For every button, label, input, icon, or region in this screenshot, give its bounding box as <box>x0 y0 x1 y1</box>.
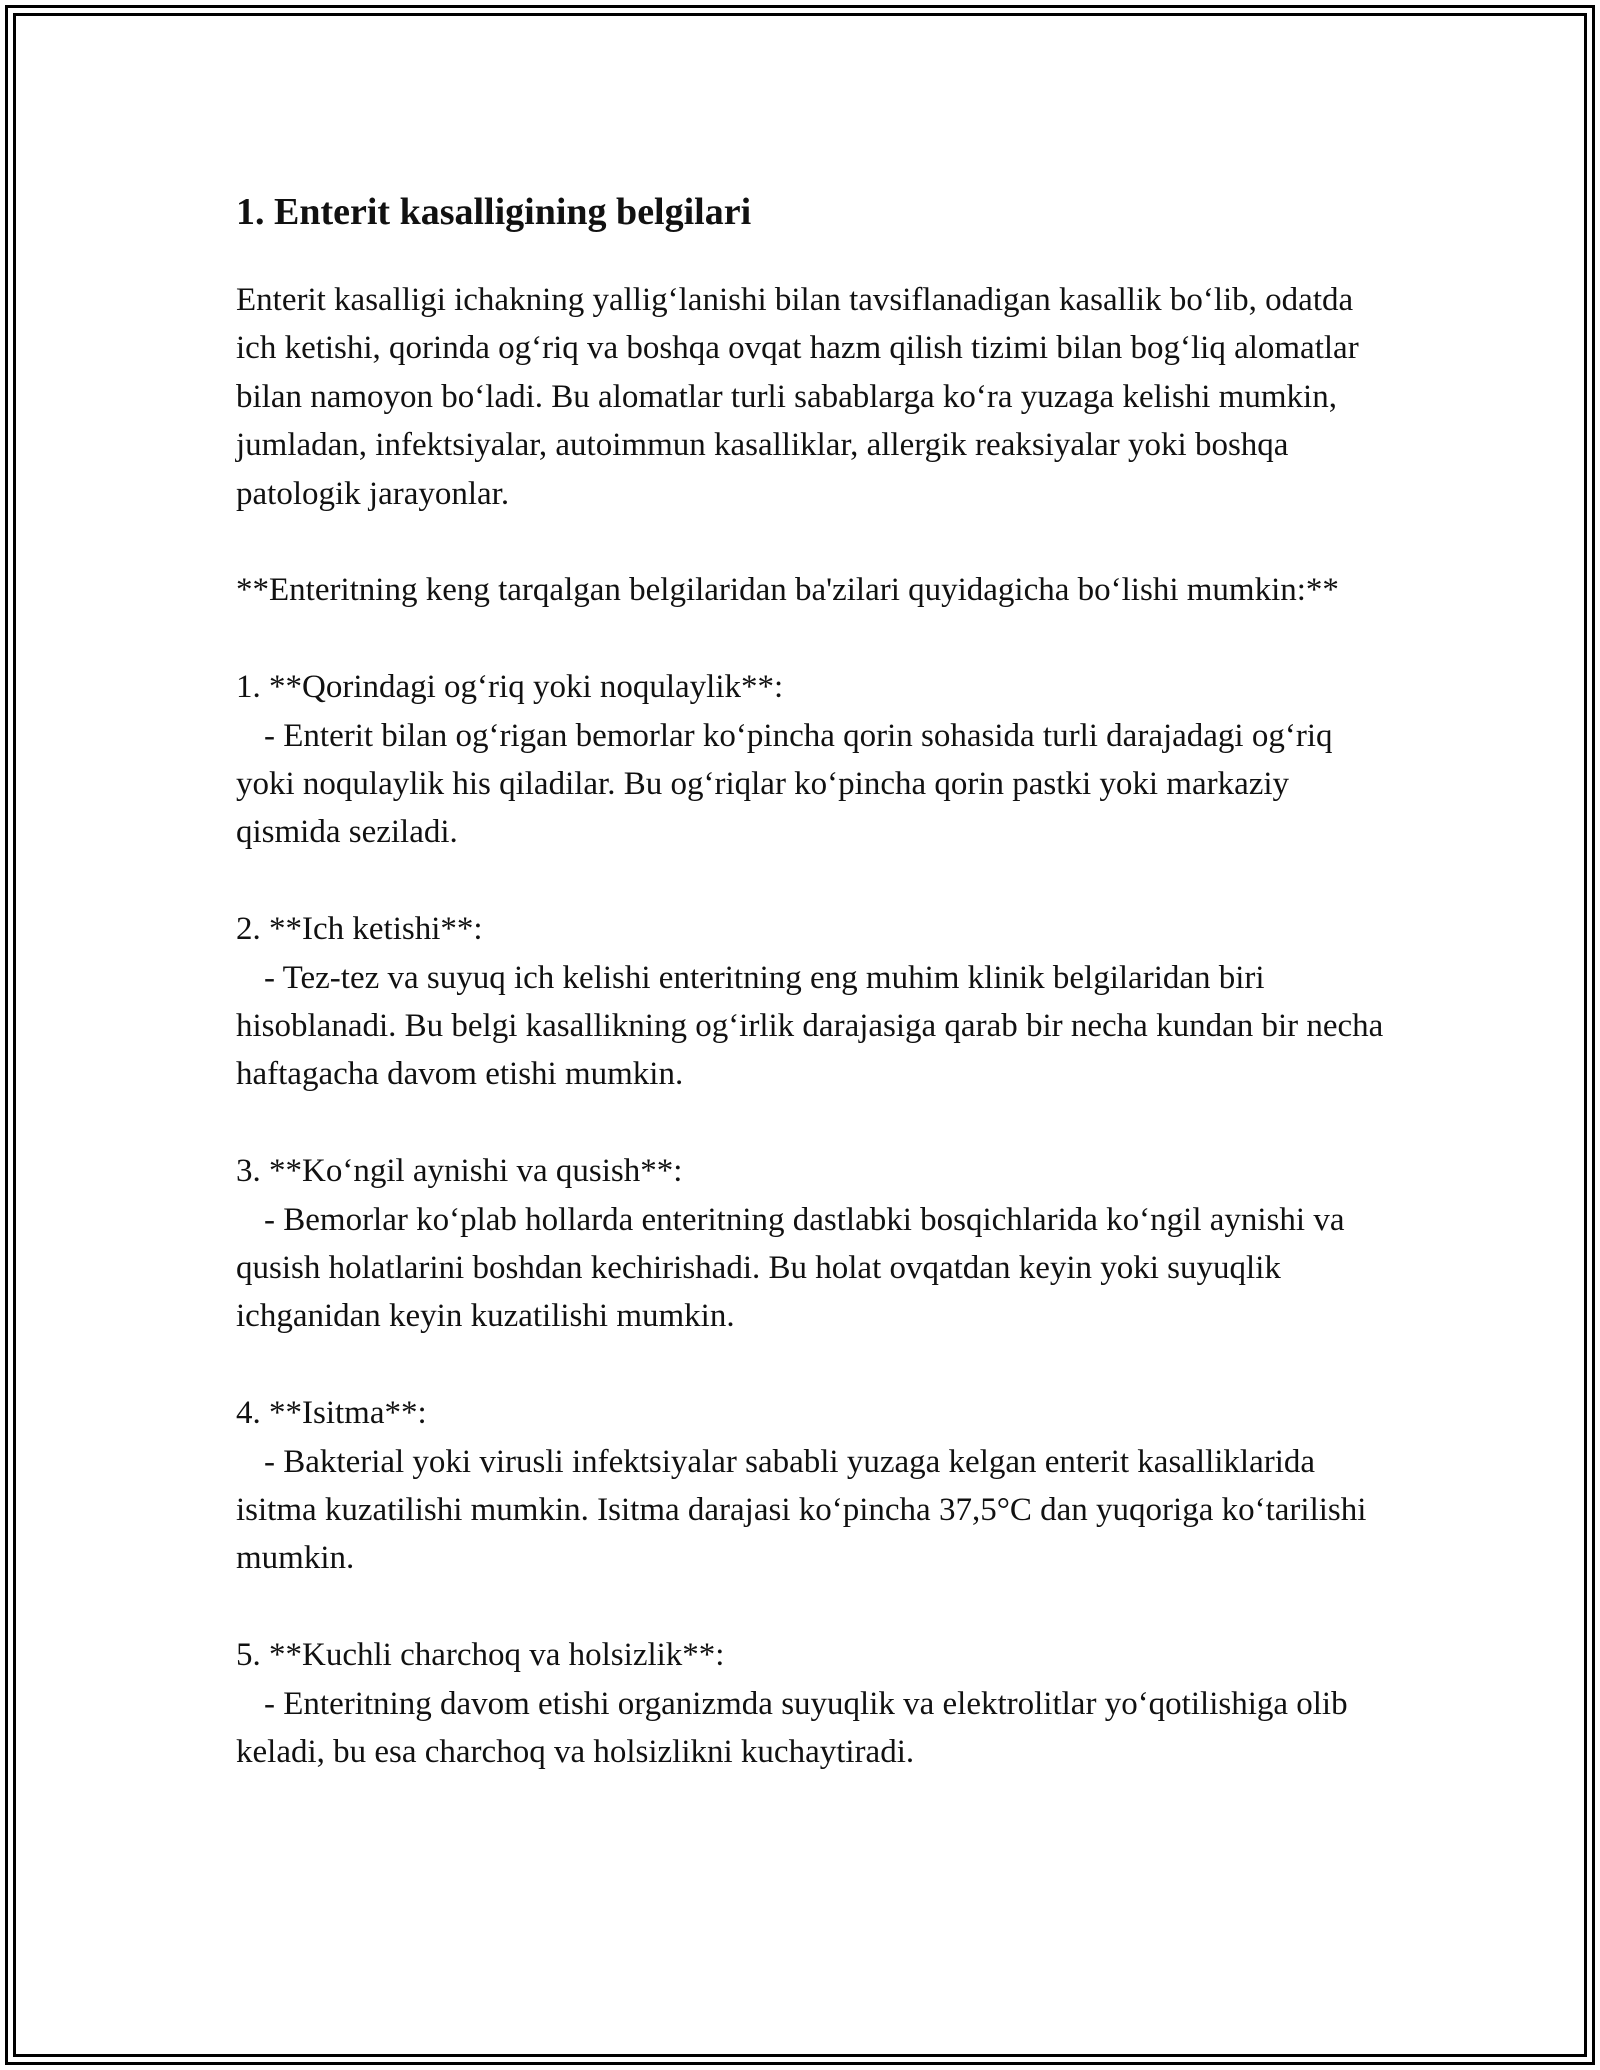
symptom-item <box>236 1147 1386 1341</box>
symptom-heading: 1. **Qorindagi og‘riq yoki noqulaylik**: <box>236 669 784 706</box>
symptom-description: - Enteritning davom etishi organizmda suyuqlik va elektrolitlar yo‘qotilishiga olib keladi, bu esa charchoq va holsizlikni kuchaytiradi. <box>236 1685 1348 1771</box>
document-body <box>236 186 1386 1777</box>
symptom-description: - Tez-tez va suyuq ich kelishi enteritning eng muhim klinik belgilaridan biri hisoblanadi. Bu belgi kasallikning og‘irlik darajasiga qarab bir necha kundan bir necha haftagacha davom etishi mumkin. <box>236 959 1384 1093</box>
symptom-item <box>236 905 1386 1099</box>
symptom-description: - Enterit bilan og‘rigan bemorlar ko‘pincha qorin sohasida turli darajadagi og‘riq yoki noqulaylik his qiladilar. Bu og‘riqlar ko‘pincha qorin pastki yoki markaziy qismida seziladi. <box>236 717 1333 851</box>
spacer <box>236 1341 1386 1389</box>
symptom-description: - Bakterial yoki virusli infektsiyalar sababli yuzaga kelgan enterit kasalliklarida isitma kuzatilishi mumkin. Isitma darajasi ko‘pincha 37,5°C dan yuqoriga ko‘tarilishi mumkin. <box>236 1443 1367 1577</box>
intro-paragraph: Enterit kasalligi ichakning yallig‘lanishi bilan tavsiflanadigan kasallik bo‘lib, odatda ich ketishi, qorinda og‘riq va boshqa ovqat hazm qilish tizimi bilan bog‘liq alomatlar bilan namoyon bo‘ladi. Bu alomatlar turli sabablarga ko‘ra yuzaga kelishi mumkin, jumladan, infektsiyalar, autoimmun kasalliklar, allergik reaksiyalar yoki boshqa patologik jarayonlar. <box>236 282 1367 512</box>
spacer <box>236 857 1386 905</box>
symptom-heading: 5. **Kuchli charchoq va holsizlik**: <box>236 1637 725 1674</box>
symptom-heading: 4. **Isitma**: <box>236 1395 427 1432</box>
symptom-description: - Bemorlar ko‘plab hollarda enteritning dastlabki bosqichlarida ko‘ngil aynishi va qusish holatlarini boshdan kechirishadi. Bu holat ovqatdan keyin yoki suyuqlik ichganidan keyin kuzatilishi mumkin. <box>236 1201 1345 1335</box>
symptom-item <box>236 1389 1386 1583</box>
spacer <box>236 1583 1386 1631</box>
spacer <box>236 1099 1386 1147</box>
section-title: 1. Enterit kasalligining belgilari <box>236 191 752 233</box>
spacer <box>236 518 1386 566</box>
symptom-heading: 3. **Ko‘ngil aynishi va qusish**: <box>236 1153 683 1190</box>
symptom-item <box>236 1631 1386 1776</box>
spacer <box>236 615 1386 663</box>
symptom-heading: 2. **Ich ketishi**: <box>236 911 483 948</box>
symptom-item <box>236 663 1386 857</box>
lead-paragraph: **Enteritning keng tarqalgan belgilaridan ba'zilari quyidagicha bo‘lishi mumkin:** <box>236 572 1339 609</box>
